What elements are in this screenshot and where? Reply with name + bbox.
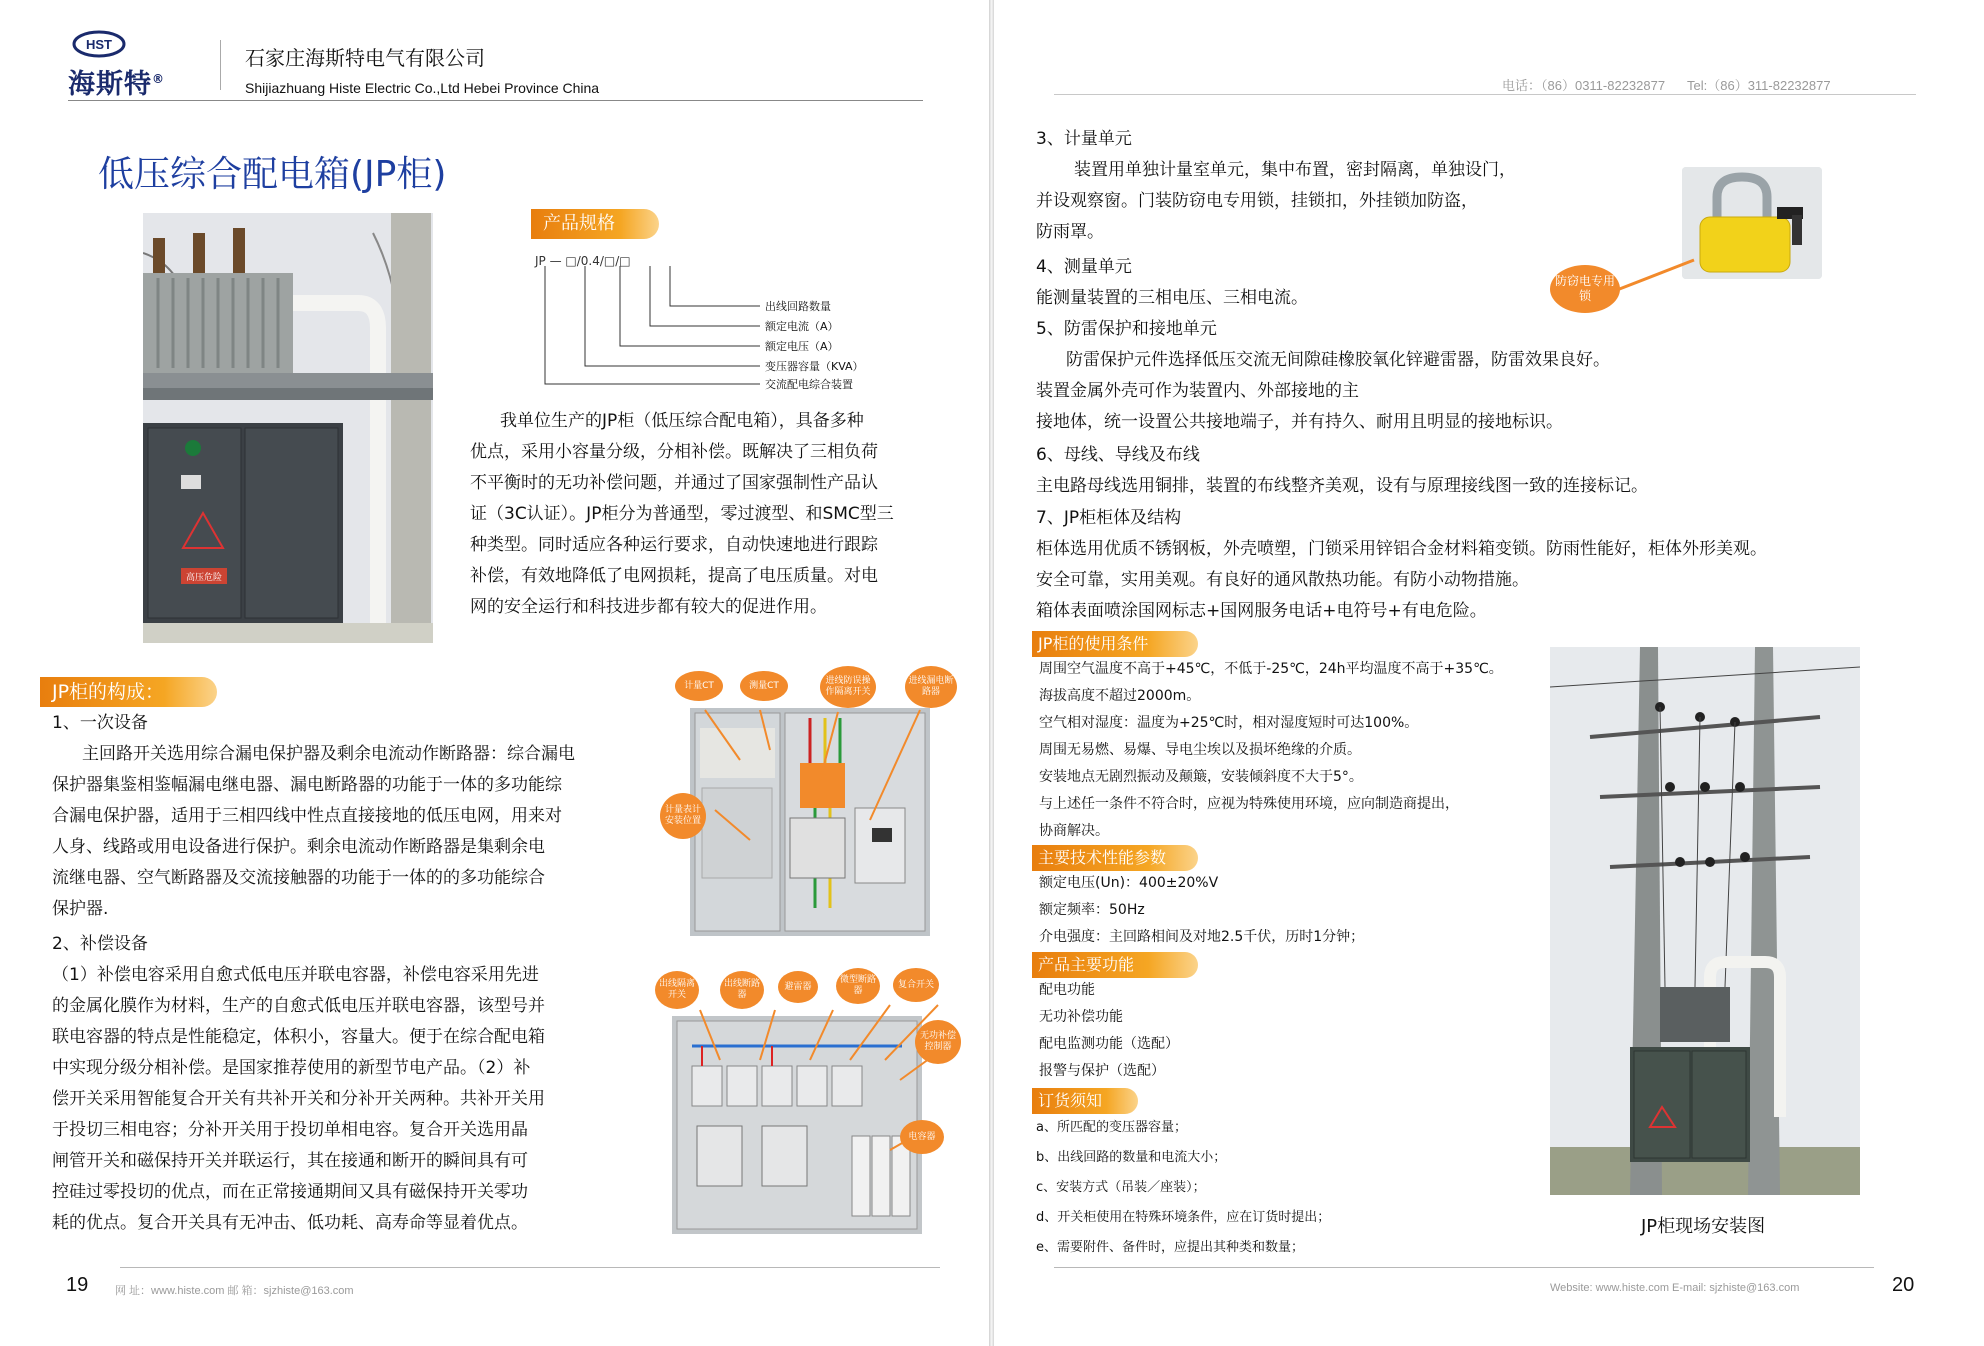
model-legend-2: 额定电流（A） xyxy=(765,320,839,333)
callout-lines-top xyxy=(660,680,1000,940)
model-diagram-lines xyxy=(540,266,770,390)
section7-line: 安全可靠，实用美观。有良好的通风散热功能。有防小动物措施。 xyxy=(1036,570,1529,590)
composition-tag: JP柜的构成： xyxy=(40,677,217,707)
section7-line: 柜体选用优质不锈钢板，外壳喷塑，门锁采用锌铝合金材料箱变锁。防雨性能好，柜体外形美观。 xyxy=(1036,539,1767,559)
order-item: b、出线回路的数量和电流大小； xyxy=(1036,1150,1227,1165)
function-item: 报警与保护（选配） xyxy=(1039,1063,1165,1079)
intro-line: 优点，采用小容量分级，分相补偿。既解决了三相负荷 xyxy=(470,442,878,462)
callout-bubble: 计量CT xyxy=(675,671,723,701)
svg-text:HST: HST xyxy=(86,37,112,52)
section1-line: 流继电器、空气断路器及交流接触器的功能于一体的的多功能综合 xyxy=(52,868,545,888)
callout-bubble: 测量CT xyxy=(740,671,788,701)
section5-line: 装置金属外壳可作为装置内、外部接地的主 xyxy=(1036,381,1359,401)
section1-line: 人身、线路或用电设备进行保护。剩余电流动作断路器是集剩余电 xyxy=(52,837,545,857)
callout-bubble: 电容器 xyxy=(900,1120,944,1154)
site-photo-caption: JP柜现场安装图 xyxy=(1641,1216,1766,1237)
header-divider xyxy=(220,40,221,90)
model-legend-5: 交流配电综合装置 xyxy=(765,378,853,391)
condition-item: 周围无易燃、易爆、导电尘埃以及损坏绝缘的介质。 xyxy=(1039,742,1361,758)
callout-bubble: 进线防误操作隔离开关 xyxy=(820,666,876,708)
section1-line: 主回路开关选用综合漏电保护器及剩余电流动作断路器：综合漏电 xyxy=(82,744,575,764)
section3-body xyxy=(1036,155,1596,248)
lock-callout-bubble: 防窃电专用锁 xyxy=(1550,265,1620,313)
params-tag: 主要技术性能参数 xyxy=(1032,845,1198,871)
section4-body: 能测量装置的三相电压、三相电流。 xyxy=(1036,288,1308,308)
section5-line: 接地体，统一设置公共接地端子，并有持久、耐用且明显的接地标识。 xyxy=(1036,412,1563,432)
section5-body xyxy=(1036,345,1916,438)
model-legend-3: 额定电压（A） xyxy=(765,340,839,353)
section3-heading: 3、计量单元 xyxy=(1036,129,1132,149)
param-item: 额定电压(Un)：400±20%V xyxy=(1039,875,1219,891)
section2-line: 的金属化膜作为材料，生产的自愈式低电压并联电容器，该型号并 xyxy=(52,996,545,1016)
section5-line: 防雷保护元件选择低压交流无间隙硅橡胶氧化锌避雷器，防雷效果良好。 xyxy=(1066,350,1610,370)
section2-line: 闸管开关和磁保持开关并联运行，其在接通和断开的瞬间具有可 xyxy=(52,1151,528,1171)
section1-heading: 1、一次设备 xyxy=(52,713,148,733)
header-tel: Tel:（86）311-82232877 xyxy=(1687,78,1831,93)
functions-list xyxy=(1039,977,1439,1085)
section2-line: （1）补偿电容采用自愈式低电压并联电容器，补偿电容采用先进 xyxy=(52,965,539,985)
intro-line: 不平衡时的无功补偿问题，并通过了国家强制性产品认 xyxy=(470,473,878,493)
condition-item: 安装地点无剧烈振动及颠簸，安装倾斜度不大于5°。 xyxy=(1039,769,1363,785)
callout-bubble: 微型断路器 xyxy=(836,968,880,1004)
param-item: 额定频率：50Hz xyxy=(1039,902,1145,918)
header-rule-right xyxy=(1054,94,1916,95)
callout-bubble: 避雷器 xyxy=(778,971,818,1003)
functions-tag: 产品主要功能 xyxy=(1032,952,1198,978)
order-item: c、安装方式（吊装／座装）； xyxy=(1036,1180,1206,1195)
callout-bubble: 复合开关 xyxy=(893,968,939,1002)
condition-item: 与上述任一条件不符合时，应视为特殊使用环境，应向制造商提出， xyxy=(1039,796,1459,812)
section1-line: 合漏电保护器，适用于三相四线中性点直接接地的低压电网，用来对 xyxy=(52,806,562,826)
section2-line: 偿开关采用智能复合开关有共补开关和分补开关两种。共补开关用 xyxy=(52,1089,545,1109)
ordering-tag: 订货须知 xyxy=(1032,1088,1138,1114)
page-number-left: 19 xyxy=(66,1274,89,1296)
section3-line: 防雨罩。 xyxy=(1036,222,1104,242)
model-legend-4: 变压器容量（KVA） xyxy=(765,360,864,373)
callout-bubble: 无功补偿控制器 xyxy=(915,1020,961,1064)
section5-heading: 5、防雷保护和接地单元 xyxy=(1036,319,1217,339)
condition-item: 空气相对湿度：温度为+25℃时，相对湿度短时可达100%。 xyxy=(1039,715,1419,731)
section3-line: 并设观察窗。门装防窃电专用锁，挂锁扣，外挂锁加防盗， xyxy=(1036,191,1478,211)
section7-heading: 7、JP柜柜体及结构 xyxy=(1036,508,1182,528)
transformer-photo xyxy=(143,213,433,643)
section3-line: 装置用单独计量室单元，集中布置，密封隔离，单独设门， xyxy=(1074,160,1516,180)
section6-heading: 6、母线、导线及布线 xyxy=(1036,445,1200,465)
section2-line: 耗的优点。复合开关具有无冲击、低功耗、高寿命等显着优点。 xyxy=(52,1213,528,1233)
callout-bubble: 计量表计安装位置 xyxy=(660,793,706,839)
section2-line: 中实现分级分相补偿。是国家推荐使用的新型节电产品。（2）补 xyxy=(52,1058,531,1078)
svg-text:高压危险: 高压危险 xyxy=(185,573,223,583)
condition-item: 协商解决。 xyxy=(1039,823,1109,839)
intro-line: 补偿，有效地降低了电网损耗，提高了电压质量。对电 xyxy=(470,566,878,586)
section7-line: 箱体表面喷涂国网标志+国网服务电话+电符号+有电危险。 xyxy=(1036,601,1487,621)
section1-line: 保护器集鉴相鉴幅漏电继电器、漏电断路器的功能于一体的多功能综 xyxy=(52,775,562,795)
condition-item: 海拔高度不超过2000m。 xyxy=(1039,688,1201,704)
section1-line: 保护器. xyxy=(52,899,109,919)
section1-body xyxy=(52,739,672,925)
order-item: e、需要附件、备件时，应提出其种类和数量； xyxy=(1036,1240,1304,1255)
section7-body xyxy=(1036,534,1936,627)
function-item: 配电监测功能（选配） xyxy=(1039,1036,1179,1052)
spec-tag: 产品规格 xyxy=(531,209,659,239)
footer-left: 网 址：www.histe.com 邮 箱：sjzhiste@163.com xyxy=(115,1285,354,1297)
order-item: a、所匹配的变压器容量； xyxy=(1036,1120,1187,1135)
company-name-en: Shijiazhuang Histe Electric Co.,Ltd Hebei Province China xyxy=(245,80,600,96)
footer-right: Website: www.histe.com E-mail: sjzhiste@163.com xyxy=(1550,1282,1800,1294)
callout-bubble: 出线隔离开关 xyxy=(655,971,699,1009)
section2-line: 控硅过零投切的优点，而在正常接通期间又具有磁保持开关零功 xyxy=(52,1182,528,1202)
function-item: 无功补偿功能 xyxy=(1039,1009,1123,1025)
header-phone: 电话：（86）0311-82232877 xyxy=(1502,78,1666,93)
callout-lines-bottom xyxy=(660,980,990,1180)
conditions-tag: JP柜的使用条件 xyxy=(1032,631,1198,657)
intro-paragraph xyxy=(470,406,970,623)
section2-line: 联电容器的特点是性能稳定，体积小，容量大。便于在综合配电箱 xyxy=(52,1027,545,1047)
left-page xyxy=(0,0,990,1346)
param-item: 介电强度：主回路相间及对地2.5千伏，历时1分钟； xyxy=(1039,929,1365,945)
section4-heading: 4、测量单元 xyxy=(1036,257,1132,277)
intro-line: 证（3C认证）。JP柜分为普通型，零过渡型、和SMC型三 xyxy=(470,504,894,524)
conditions-list xyxy=(1039,656,1559,845)
function-item: 配电功能 xyxy=(1039,982,1095,998)
header-rule xyxy=(68,100,923,101)
page-title: 低压综合配电箱(JP柜) xyxy=(98,154,447,195)
section2-body xyxy=(52,960,672,1239)
callout-bubble: 出线断路器 xyxy=(720,971,764,1009)
right-page xyxy=(994,0,1984,1346)
params-list xyxy=(1039,870,1559,951)
model-legend-1: 出线回路数量 xyxy=(765,300,831,313)
company-logo xyxy=(72,30,126,58)
section6-body: 主电路母线选用铜排，装置的布线整齐美观，设有与原理接线图一致的连接标记。 xyxy=(1036,476,1648,496)
order-item: d、开关柜使用在特殊环境条件，应在订货时提出； xyxy=(1036,1210,1331,1225)
intro-line: 种类型。同时适应各种运行要求，自动快速地进行跟踪 xyxy=(470,535,878,555)
intro-line: 我单位生产的JP柜（低压综合配电箱），具备多种 xyxy=(500,411,864,431)
callout-bubble: 进线漏电断路器 xyxy=(905,666,957,708)
ordering-list xyxy=(1036,1113,1456,1263)
site-installation-photo xyxy=(1550,647,1860,1195)
section2-heading: 2、补偿设备 xyxy=(52,934,148,954)
footer-rule-right xyxy=(1054,1267,1874,1268)
page-number-right: 20 xyxy=(1892,1274,1915,1296)
footer-rule xyxy=(120,1267,940,1268)
section2-line: 于投切三相电容；分补开关用于投切单相电容。复合开关选用晶 xyxy=(52,1120,528,1140)
condition-item: 周围空气温度不高于+45℃，不低于-25℃，24h平均温度不高于+35℃。 xyxy=(1039,661,1503,677)
company-name-cn: 石家庄海斯特电气有限公司 xyxy=(245,46,485,70)
model-code: JP — □/0.4/□/□ xyxy=(535,254,631,268)
logo-name: 海斯特® xyxy=(68,69,165,100)
intro-line: 网的安全运行和科技进步都有较大的促进作用。 xyxy=(470,597,827,617)
